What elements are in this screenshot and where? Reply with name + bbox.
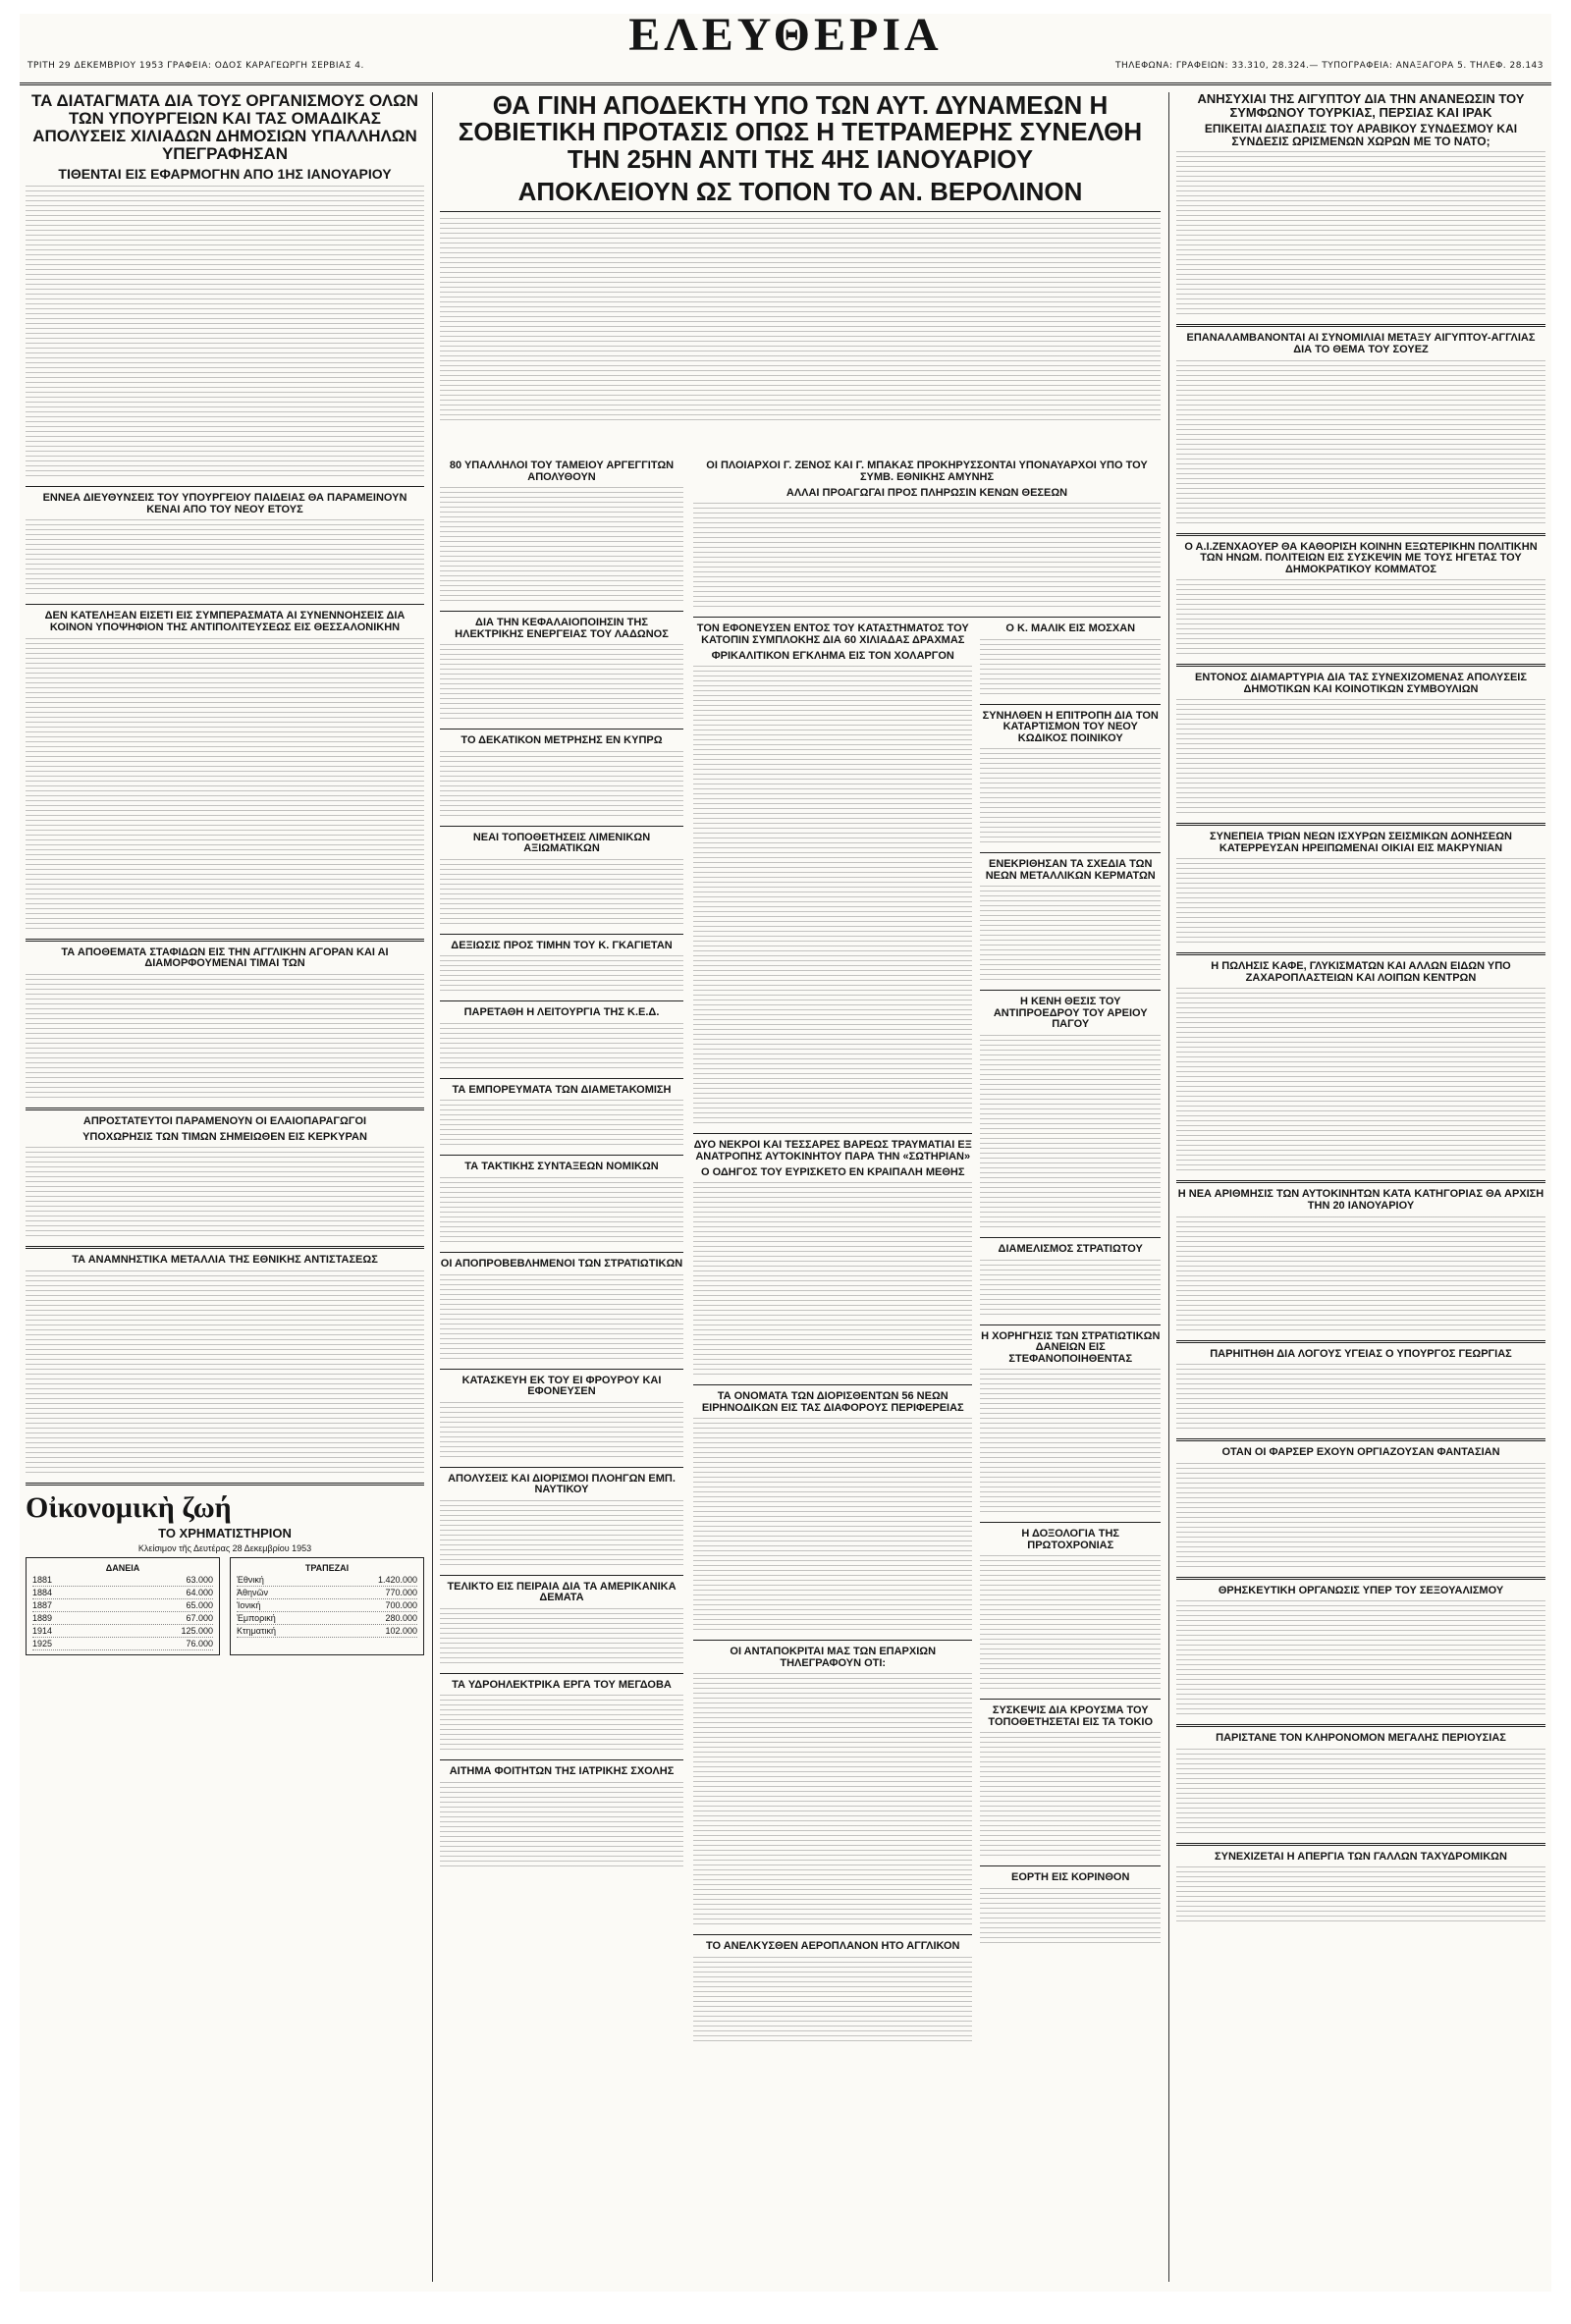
article-headline: Η ΝΕΑ ΑΡΙΘΜΗΣΙΣ ΤΩΝ ΑΥΤΟΚΙΝΗΤΩΝ ΚΑΤΑ ΚΑΤΗΓΟΡΙΑΣ ΘΑ ΑΡΧΙΣΗ ΤΗΝ 20 ΙΑΝΟΥΑΡΙΟΥ: [1177, 1188, 1544, 1213]
article-body: [693, 503, 1161, 611]
masthead-contact-line: ΤΗΛΕΦΩΝΑ: ΓΡΑΦΕΙΩΝ: 33.310, 28.324.— ΤΥΠΟΓΡΑΦΕΙΑ: ΑΝΑΞΑΓΟΡΑ 5. ΤΗΛΕΦ. 28.143: [1114, 61, 1544, 71]
article-body: [693, 1418, 972, 1634]
article-body: [440, 955, 683, 995]
table-row: 1889 67.000: [32, 1613, 213, 1624]
banks-table: [230, 1557, 424, 1655]
article-headline: Η ΔΟΞΟΛΟΓΙΑ ΤΗΣ ΠΡΩΤΟΧΡΟΝΙΑΣ: [1021, 1528, 1120, 1551]
article-body: [440, 1402, 683, 1461]
exchange-title: ΤΟ ΧΡΗΜΑΤΙΣΤΗΡΙΟΝ: [158, 1525, 292, 1540]
table-row: Ἐμπορική 280.000: [237, 1613, 417, 1624]
exchange-date: Κλείσιμον τῆς Δευτέρας 28 Δεκεμβρίου 1953: [137, 1543, 312, 1554]
article-body: [980, 1260, 1161, 1319]
article-body: [440, 487, 683, 605]
table-row: Ἀθηνῶν 770.000: [237, 1588, 417, 1598]
article-headline: ΘΡΗΣΚΕΥΤΙΚΗ ΟΡΓΑΝΩΣΙΣ ΥΠΕΡ ΤΟΥ ΣΕΞΟΥΑΛΙΣΜΟΥ: [1218, 1584, 1504, 1596]
article-body: [26, 974, 424, 1102]
lead-subheadline: ΑΠΟΚΛΕΙΟΥΝ ΩΣ ΤΟΠΟΝ ΤΟ ΑΝ. ΒΕΡΟΛΙΝΟΝ: [517, 176, 1083, 206]
table-row: 1881 63.000: [32, 1575, 213, 1586]
article-body: [980, 886, 1161, 984]
table-row: Ἐθνική 1.420.000: [237, 1575, 417, 1586]
table-row: 1914 125.000: [32, 1626, 213, 1637]
article-body: [1176, 699, 1545, 817]
article-headline: ΠΑΡΗΙΤΗΘΗ ΔΙΑ ΛΟΓΟΥΣ ΥΓΕΙΑΣ Ο ΥΠΟΥΡΓΟΣ ΓΕΩΡΓΙΑΣ: [1210, 1347, 1512, 1360]
article-body: [440, 1100, 683, 1149]
article-body: [980, 1035, 1161, 1231]
article-headline: ΣΥΣΚΕΨΙΣ ΔΙΑ ΚΡΟΥΣΜΑ ΤΟΥ ΤΟΠΟΘΕΤΗΣΕΤΑΙ ΕΙΣ ΤΑ ΤΟΚΙΟ: [988, 1704, 1154, 1728]
lead-headline: ΘΑ ΓΙΝΗ ΑΠΟΔΕΚΤΗ ΥΠΟ ΤΩΝ ΑΥΤ. ΔΥΝΑΜΕΩΝ Η ΣΟΒΙΕΤΙΚΗ ΠΡΟΤΑΣΙΣ ΟΠΩΣ Η ΤΕΤΡΑΜΕΡΗΣ ΣΥΝΕΛΘΗ ΤΗΝ 25ΗΝ ΑΝΤΙ ΤΗΣ 4ΗΣ ΙΑΝΟΥΑΡΙΟΥ: [458, 90, 1143, 174]
lead-body: [440, 218, 1161, 424]
column-rule: [1168, 92, 1169, 2282]
article-body: [693, 1673, 972, 1928]
article-headline: ΤΟ ΔΕΚΑΤΙΚΟΝ ΜΕΤΡΗΣΗΣ ΕΝ ΚΥΠΡΩ: [460, 734, 663, 747]
article-body: [26, 1270, 424, 1477]
lead-story: [440, 92, 1161, 424]
article-body: [980, 748, 1161, 846]
article-headline: ΚΑΤΑΣΚΕΥΗ ΕΚ ΤΟΥ ΕΙ ΦΡΟΥΡΟΥ ΚΑΙ ΕΦΟΝΕΥΣΕΝ: [461, 1374, 662, 1398]
article-body: [980, 639, 1161, 698]
article-body: [440, 1500, 683, 1569]
article-headline: ΑΝΗΣΥΧΙΑΙ ΤΗΣ ΑΙΓΥΠΤΟΥ ΔΙΑ ΤΗΝ ΑΝΑΝΕΩΣΙΝ ΤΟΥ ΣΥΜΦΩΝΟΥ ΤΟΥΡΚΙΑΣ, ΠΕΡΣΙΑΣ ΚΑΙ ΙΡΑΚ: [1197, 91, 1525, 120]
article-headline: ΠΑΡΕΤΑΘΗ Η ΛΕΙΤΟΥΡΓΙΑ ΤΗΣ Κ.Ε.Δ.: [463, 1006, 660, 1019]
left-column: [26, 92, 424, 1655]
table-row: 1925 76.000: [32, 1639, 213, 1649]
article-headline: 80 ΥΠΑΛΛΗΛΟΙ ΤΟΥ ΤΑΜΕΙΟΥ ΑΡΓΕΓΓΙΤΩΝ ΑΠΟΛΥΘΟΥΝ: [449, 459, 675, 483]
article-headline: Η ΚΕΝΗ ΘΕΣΙΣ ΤΟΥ ΑΝΤΙΠΡΟΕΔΡΟΥ ΤΟΥ ΑΡΕΙΟΥ ΠΑΓΟΥ: [993, 996, 1148, 1031]
article-headline: ΤΑ ΟΝΟΜΑΤΑ ΤΩΝ ΔΙΟΡΙΣΘΕΝΤΩΝ 56 ΝΕΩΝ ΕΙΡΗΝΟΔΙΚΩΝ ΕΙΣ ΤΑΣ ΔΙΑΦΟΡΟΥΣ ΠΕΡΙΦΕΡΕΙΑΣ: [701, 1390, 964, 1414]
article-headline: ΔΙΑΜΕΛΙΣΜΟΣ ΣΤΡΑΤΙΩΤΟΥ: [998, 1243, 1143, 1256]
loans-header: ΔΑΝΕΙΑ: [105, 1563, 140, 1574]
article-headline: ΤΑ ΕΜΠΟΡΕΥΜΑΤΑ ΤΩΝ ΔΙΑΜΕΤΑΚΟΜΙΣΗ: [452, 1083, 672, 1096]
article-subheadline: ΥΠΟΧΩΡΗΣΙΣ ΤΩΝ ΤΙΜΩΝ ΣΗΜΕΙΩΘΕΝ ΕΙΣ ΚΕΡΚΥΡΑΝ: [82, 1131, 367, 1144]
article-body: [440, 1608, 683, 1667]
article-headline: ΤΑ ΑΠΟΘΕΜΑΤΑ ΣΤΑΦΙΔΩΝ ΕΙΣ ΤΗΝ ΑΓΓΛΙΚΗΝ ΑΓΟΡΑΝ ΚΑΙ ΑΙ ΔΙΑΜΟΡΦΟΥΜΕΝΑΙ ΤΙΜΑΙ ΤΩΝ: [61, 946, 389, 970]
economy-section-banner: Οἰκονομικὴ ζωή: [26, 1490, 232, 1524]
article-body: [1176, 360, 1545, 527]
table-row: 1887 65.000: [32, 1600, 213, 1611]
article-body: [980, 1732, 1161, 1860]
article-body: [440, 644, 683, 723]
article-headline: ΤΟ ΑΝΕΛΚΥΣΘΕΝ ΑΕΡΟΠΛΑΝΟΝ ΗΤΟ ΑΓΓΛΙΚΟΝ: [705, 1940, 960, 1953]
article-headline: Η ΧΟΡΗΓΗΣΙΣ ΤΩΝ ΣΤΡΑΤΙΩΤΙΚΩΝ ΔΑΝΕΙΩΝ ΕΙΣ ΣΤΕΦΑΝΟΠΟΙΗΘΕΝΤΑΣ: [981, 1329, 1161, 1365]
article-headline: ΕΠΑΝΑΛΑΜΒΑΝΟΝΤΑΙ ΑΙ ΣΥΝΟΜΙΛΙΑΙ ΜΕΤΑΞΥ ΑΙΓΥΠΤΟΥ-ΑΓΓΛΙΑΣ ΔΙΑ ΤΟ ΘΕΜΑ ΤΟΥ ΣΟΥΕΖ: [1186, 332, 1536, 356]
article-body: [440, 1695, 683, 1754]
article-headline: ΔΕΞΙΩΣΙΣ ΠΡΟΣ ΤΙΜΗΝ ΤΟΥ Κ. ΓΚΑΓΙΕΤΑΝ: [451, 939, 673, 951]
article-headline: ΤΑ ΤΑΚΤΙΚΗΣ ΣΥΝΤΑΞΕΩΝ ΝΟΜΙΚΩΝ: [464, 1161, 659, 1173]
article-subheadline: ΕΠΙΚΕΙΤΑΙ ΔΙΑΣΠΑΣΙΣ ΤΟΥ ΑΡΑΒΙΚΟΥ ΣΥΝΔΕΣΜΟΥ ΚΑΙ ΣΥΝΔΕΣΙΣ ΩΡΙΣΜΕΝΩΝ ΧΩΡΩΝ ΜΕ ΤΟ ΝΑΤΟ;: [1204, 122, 1518, 148]
article-headline: ΔΥΟ ΝΕΚΡΟΙ ΚΑΙ ΤΕΣΣΑΡΕΣ ΒΑΡΕΩΣ ΤΡΑΥΜΑΤΙΑΙ ΕΞ ΑΝΑΤΡΟΠΗΣ ΑΥΤΟΚΙΝΗΤΟΥ ΠΑΡΑ ΤΗΝ «ΣΩΤΗΡΙΑΝ»: [693, 1139, 972, 1162]
article-body: [1176, 1600, 1545, 1718]
article-body: [26, 519, 424, 598]
article-subheadline: ΤΙΘΕΝΤΑΙ ΕΙΣ ΕΦΑΡΜΟΓΗΝ ΑΠΟ 1ΗΣ ΙΑΝΟΥΑΡΙΟΥ: [58, 166, 392, 183]
article-headline: ΣΥΝΕΠΕΙΑ ΤΡΙΩΝ ΝΕΩΝ ΙΣΧΥΡΩΝ ΣΕΙΣΜΙΚΩΝ ΔΟΝΗΣΕΩΝ ΚΑΤΕΡΡΕΥΣΑΝ ΗΡΕΙΠΩΜΕΝΑΙ ΟΙΚΙΑΙ ΕΙΣ ΜΑΚΡΥΝΙΑΝ: [1210, 831, 1512, 854]
article-headline: ΟΙ ΑΝΤΑΠΟΚΡΙΤΑΙ ΜΑΣ ΤΩΝ ΕΠΑΡΧΙΩΝ ΤΗΛΕΓΡΑΦΟΥΝ ΟΤΙ:: [730, 1646, 937, 1669]
table-row: Ἰονική 700.000: [237, 1600, 417, 1611]
article-body: [440, 1177, 683, 1246]
article-headline: ΤΑ ΑΝΑΜΝΗΣΤΙΚΑ ΜΕΤΑΛΛΙΑ ΤΗΣ ΕΘΝΙΚΗΣ ΑΝΤΙΣΤΑΣΕΩΣ: [72, 1254, 378, 1267]
article-body: [440, 1274, 683, 1363]
article-body: [1176, 579, 1545, 658]
article-headline: ΔΕΝ ΚΑΤΕΛΗΞΑΝ ΕΙΣΕΤΙ ΕΙΣ ΣΥΜΠΕΡΑΣΜΑΤΑ ΑΙ ΣΥΝΕΝΝΟΗΣΕΙΣ ΔΙΑ ΚΟΙΝΟΝ ΥΠΟΨΗΦΙΟΝ ΤΗΣ ΑΝΤΙΠΟΛΙΤΕΥΣΕΩΣ ΕΙΣ ΘΕΣΣΑΛΟΝΙΚΗΝ: [44, 610, 406, 634]
banks-header: ΤΡΑΠΕΖΑΙ: [304, 1563, 350, 1574]
article-subheadline: ΦΡΙΚΑΛΙΤΙΚΟΝ ΕΓΚΛΗΜΑ ΕΙΣ ΤΟΝ ΧΟΛΑΡΓΟΝ: [711, 650, 954, 663]
article-body: [980, 1369, 1161, 1516]
article-headline: ΑΠΡΟΣΤΑΤΕΥΤΟΙ ΠΑΡΑΜΕΝΟΥΝ ΟΙ ΕΛΑΙΟΠΑΡΑΓΩΓΟΙ: [82, 1114, 367, 1127]
article-headline: Ο Α.Ι.ΖΕΝΧΑΟΥΕΡ ΘΑ ΚΑΘΟΡΙΣΗ ΚΟΙΝΗΝ ΕΞΩΤΕΡΙΚΗΝ ΠΟΛΙΤΙΚΗΝ ΤΩΝ ΗΝΩΜ. ΠΟΛΙΤΕΙΩΝ ΕΙΣ ΣΥΣΚΕΨΙΝ ΜΕ ΤΟΥΣ ΗΓΕΤΑΣ ΤΟΥ ΔΗΜΟΚΡΑΤΙΚΟΥ ΚΟΜΜΑΤΟΣ: [1184, 540, 1538, 575]
article-body: [1176, 1866, 1545, 1925]
article-body: [1176, 1463, 1545, 1571]
center-left-column: [440, 460, 683, 1870]
column-rule: [432, 92, 433, 2282]
article-headline: ΝΕΑΙ ΤΟΠΟΘΕΤΗΣΕΙΣ ΛΙΜΕΝΙΚΩΝ ΑΞΙΩΜΑΤΙΚΩΝ: [472, 831, 651, 855]
article-headline: ΟΤΑΝ ΟΙ ΦΑΡΣΕΡ ΕΧΟΥΝ ΟΡΓΙΑΖΟΥΣΑΝ ΦΑΝΤΑΣΙΑΝ: [1221, 1446, 1500, 1459]
masthead-date-line: ΤΡΙΤΗ 29 ΔΕΚΕΜΒΡΙΟΥ 1953 ΓΡΑΦΕΙΑ: ΟΔΟΣ ΚΑΡΑΓΕΩΡΓΗ ΣΕΡΒΙΑΣ 4.: [27, 61, 364, 71]
newspaper-page: [20, 9, 1551, 2292]
article-body: [693, 666, 972, 1127]
article-body: [980, 1888, 1161, 1947]
article-headline: ΕΝΕΚΡΙΘΗΣΑΝ ΤΑ ΣΧΕΔΙΑ ΤΩΝ ΝΕΩΝ ΜΕΤΑΛΛΙΚΩΝ ΚΕΡΜΑΤΩΝ: [985, 858, 1156, 882]
article-headline: ΤΑ ΔΙΑΤΑΓΜΑΤΑ ΔΙΑ ΤΟΥΣ ΟΡΓΑΝΙΣΜΟΥΣ ΟΛΩΝ ΤΩΝ ΥΠΟΥΡΓΕΙΩΝ ΚΑΙ ΤΑΣ ΟΜΑΔΙΚΑΣ ΑΠΟΛΥΣΕΙΣ ΧΙΛΙΑΔΩΝ ΔΗΜΟΣΙΩΝ ΥΠΑΛΛΗΛΩΝ ΥΠΕΓΡΑΦΗΣΑΝ: [30, 91, 419, 163]
article-body: [1176, 151, 1545, 318]
article-body: [440, 859, 683, 928]
article-headline: ΣΥΝΕΧΙΖΕΤΑΙ Η ΑΠΕΡΓΙΑ ΤΩΝ ΓΑΛΛΩΝ ΤΑΧΥΔΡΟΜΙΚΩΝ: [1215, 1850, 1507, 1863]
article-headline: ΑΙΤΗΜΑ ΦΟΙΤΗΤΩΝ ΤΗΣ ΙΑΤΡΙΚΗΣ ΣΧΟΛΗΣ: [449, 1765, 675, 1778]
article-headline: ΤΟΝ ΕΦΟΝΕΥΣΕΝ ΕΝΤΟΣ ΤΟΥ ΚΑΤΑΣΤΗΜΑΤΟΣ ΤΟΥ ΚΑΤΟΠΙΝ ΣΥΜΠΛΟΚΗΣ ΔΙΑ 60 ΧΙΛΙΑΔΑΣ ΔΡΑΧΜΑΣ: [696, 622, 969, 646]
article-body: [26, 638, 424, 933]
table-row: Κτηματική 102.000: [237, 1626, 417, 1637]
article-body: [440, 1782, 683, 1870]
masthead-title: ΕΛΕΥΘΕΡΙΑ: [628, 9, 943, 61]
right-column: [1176, 92, 1545, 1925]
article-subheadline: Ο ΟΔΗΓΟΣ ΤΟΥ ΕΥΡΙΣΚΕΤΟ ΕΝ ΚΡΑΙΠΑΛΗ ΜΕΘΗΣ: [701, 1166, 965, 1179]
article-body: [26, 1147, 424, 1240]
article-subheadline: ΑΛΛΑΙ ΠΡΟΑΓΩΓΑΙ ΠΡΟΣ ΠΛΗΡΩΣΙΝ ΚΕΝΩΝ ΘΕΣΕΩΝ: [786, 487, 1068, 500]
article-body: [1176, 988, 1545, 1174]
article-headline: ΟΙ ΠΛΟΙΑΡΧΟΙ Γ. ΖΕΝΟΣ ΚΑΙ Γ. ΜΠΑΚΑΣ ΠΡΟΚΗΡΥΣΣΟΝΤΑΙ ΥΠΟΝΑΥΑΡΧΟΙ ΥΠΟ ΤΟΥ ΣΥΜΒ. ΕΘΝΙΚΗΣ ΑΜΥΝΗΣ: [706, 459, 1148, 483]
article-headline: ΕΝΤΟΝΟΣ ΔΙΑΜΑΡΤΥΡΙΑ ΔΙΑ ΤΑΣ ΣΥΝΕΧΙΖΟΜΕΝΑΣ ΑΠΟΛΥΣΕΙΣ ΔΗΜΟΤΙΚΩΝ ΚΑΙ ΚΟΙΝΟΤΙΚΩΝ ΣΥΜΒΟΥΛΙΩΝ: [1195, 672, 1527, 695]
article-body: [1176, 858, 1545, 946]
article-headline: ΔΙΑ ΤΗΝ ΚΕΦΑΛΑΙΟΠΟΙΗΣΙΝ ΤΗΣ ΗΛΕΚΤΡΙΚΗΣ ΕΝΕΡΓΕΙΑΣ ΤΟΥ ΛΑΔΩΝΟΣ: [455, 617, 669, 640]
article-headline: Ο Κ. ΜΑΛΙΚ ΕΙΣ ΜΟΣΧΑΝ: [1005, 622, 1136, 635]
article-body: [693, 1182, 972, 1378]
table-row: 1884 64.000: [32, 1588, 213, 1598]
article-headline: ΕΝΝΕΑ ΔΙΕΥΘΥΝΣΕΙΣ ΤΟΥ ΥΠΟΥΡΓΕΙΟΥ ΠΑΙΔΕΙΑΣ ΘΑ ΠΑΡΑΜΕΙΝΟΥΝ ΚΕΝΑΙ ΑΠΟ ΤΟΥ ΝΕΟΥ ΕΤΟΥΣ: [42, 492, 407, 515]
article-headline: ΣΥΝΗΛΘΕΝ Η ΕΠΙΤΡΟΠΗ ΔΙΑ ΤΟΝ ΚΑΤΑΡΤΙΣΜΟΝ ΤΟΥ ΝΕΟΥ ΚΩΔΙΚΟΣ ΠΟΙΝΙΚΟΥ: [982, 709, 1159, 744]
masthead: [20, 9, 1551, 85]
article-body: [26, 186, 424, 480]
article-body: [440, 1023, 683, 1072]
article-headline: ΕΟΡΤΗ ΕΙΣ ΚΟΡΙΝΘΟΝ: [1011, 1871, 1130, 1884]
article-body: [980, 1555, 1161, 1693]
article-body: [1176, 1364, 1545, 1432]
article-body: [1176, 1216, 1545, 1334]
article-headline: ΠΑΡΙΣΤΑΝΕ ΤΟΝ ΚΛΗΡΟΝΟΜΟΝ ΜΕΓΑΛΗΣ ΠΕΡΙΟΥΣΙΑΣ: [1216, 1732, 1506, 1745]
article-body: [440, 751, 683, 820]
article-headline: ΟΙ ΑΠΟΠΡΟΒΕΒΛΗΜΕΝΟΙ ΤΩΝ ΣΤΡΑΤΙΩΤΙΚΩΝ: [440, 1258, 683, 1270]
article-body: [693, 1957, 972, 2045]
article-headline: ΤΑ ΥΔΡΟΗΛΕΚΤΡΙΚΑ ΕΡΓΑ ΤΟΥ ΜΕΓΔΟΒΑ: [452, 1678, 672, 1691]
loans-table: [26, 1557, 220, 1655]
article-headline: ΑΠΟΛΥΣΕΙΣ ΚΑΙ ΔΙΟΡΙΣΜΟΙ ΠΛΟΗΓΩΝ ΕΜΠ. ΝΑΥΤΙΚΟΥ: [448, 1472, 676, 1496]
center-right-column: [693, 460, 1161, 2045]
article-body: [1176, 1749, 1545, 1837]
article-headline: Η ΠΩΛΗΣΙΣ ΚΑΦΕ, ΓΛΥΚΙΣΜΑΤΩΝ ΚΑΙ ΑΛΛΩΝ ΕΙΔΩΝ ΥΠΟ ΖΑΧΑΡΟΠΛΑΣΤΕΙΩΝ ΚΑΙ ΛΟΙΠΩΝ ΚΕΝΤΡΩΝ: [1211, 960, 1511, 984]
article-headline: ΤΕΛΙΚΤΟ ΕΙΣ ΠΕΙΡΑΙΑ ΔΙΑ ΤΑ ΑΜΕΡΙΚΑΝΙΚΑ ΔΕΜΑΤΑ: [447, 1580, 677, 1604]
